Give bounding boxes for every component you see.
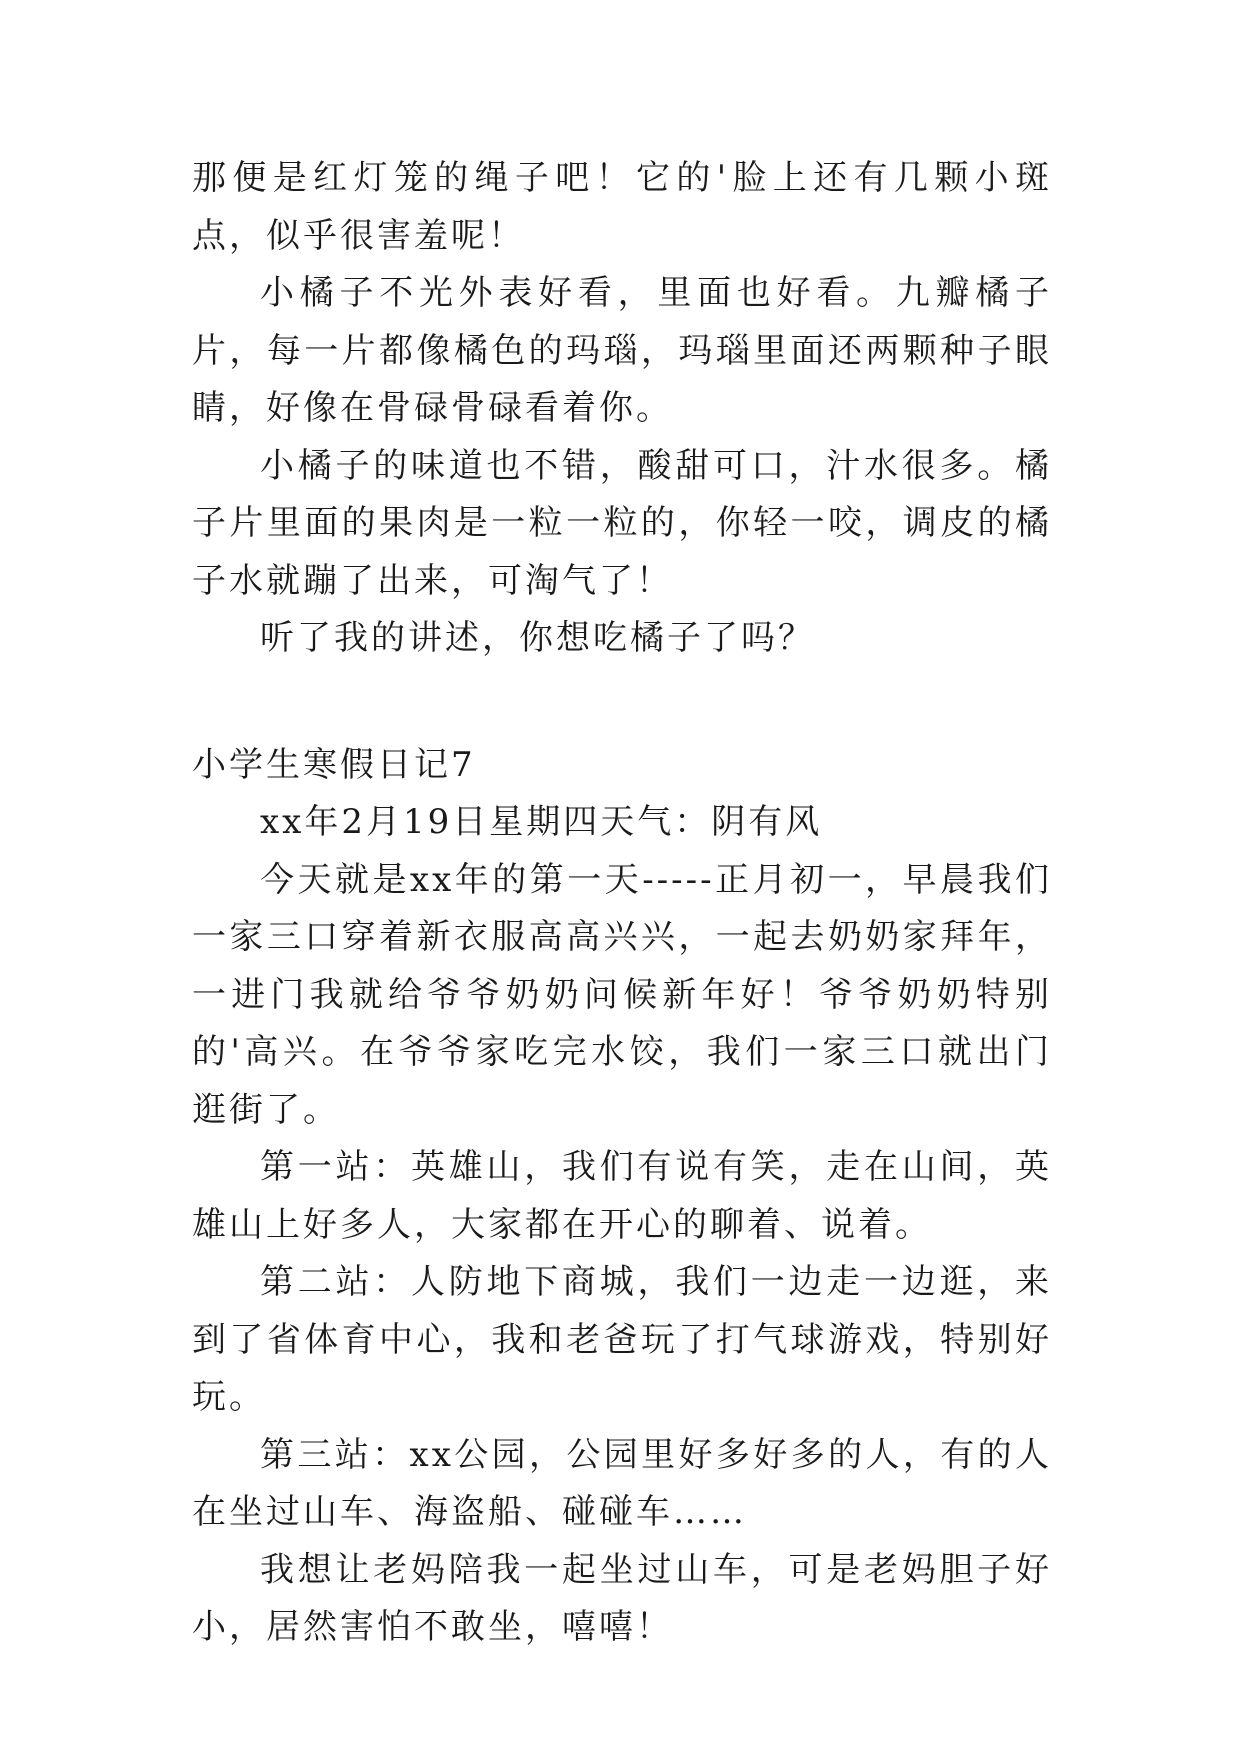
- diary-date-line: xx年2月19日星期四天气：阴有风: [260, 802, 823, 842]
- paragraph-lantern-rope: 那便是红灯笼的绳子吧！它的'脸上还有几颗小斑点，似乎很害羞呢！: [192, 158, 1052, 256]
- section-spacer: [192, 668, 1052, 737]
- paragraph-third-stop: 第三站：xx公园，公园里好多好多的人，有的人在坐过山车、海盗船、碰碰车……: [192, 1434, 1052, 1532]
- paragraph-roller-coaster: 我想让老妈陪我一起坐过山车，可是老妈胆子好小，居然害怕不敢坐，嘻嘻！: [192, 1549, 1052, 1647]
- section-title: 小学生寒假日记7: [192, 744, 476, 785]
- paragraph-orange-inside: 小橘子不光外表好看，里面也好看。九瓣橘子片，每一片都像橘色的玛瑙，玛瑙里面还两颗种子眼睛，好像在骨碌骨碌看着你。: [192, 273, 1052, 428]
- paragraph-first-stop: 第一站：英雄山，我们有说有笑，走在山间，英雄山上好多人，大家都在开心的聊着、说着。: [192, 1147, 1052, 1245]
- document-body: [192, 150, 1052, 1657]
- paragraph-closing-question: 听了我的讲述，你想吃橘子了吗？: [260, 618, 815, 658]
- paragraph-new-year-day: 今天就是xx年的第一天-----正月初一，早晨我们一家三口穿着新衣服高高兴兴，一起去奶奶家拜年，一进门我就给爷爷奶奶问候新年好！爷爷奶奶特别的'高兴。在爷爷家吃完水饺，我们一家三口就出门逛街了。: [192, 859, 1052, 1130]
- paragraph-second-stop: 第二站：人防地下商城，我们一边走一边逛，来到了省体育中心，我和老爸玩了打气球游戏，特别好玩。: [192, 1262, 1052, 1417]
- paragraph-orange-taste: 小橘子的味道也不错，酸甜可口，汁水很多。橘子片里面的果肉是一粒一粒的，你轻一咬，调皮的橘子水就蹦了出来，可淘气了！: [192, 445, 1052, 601]
